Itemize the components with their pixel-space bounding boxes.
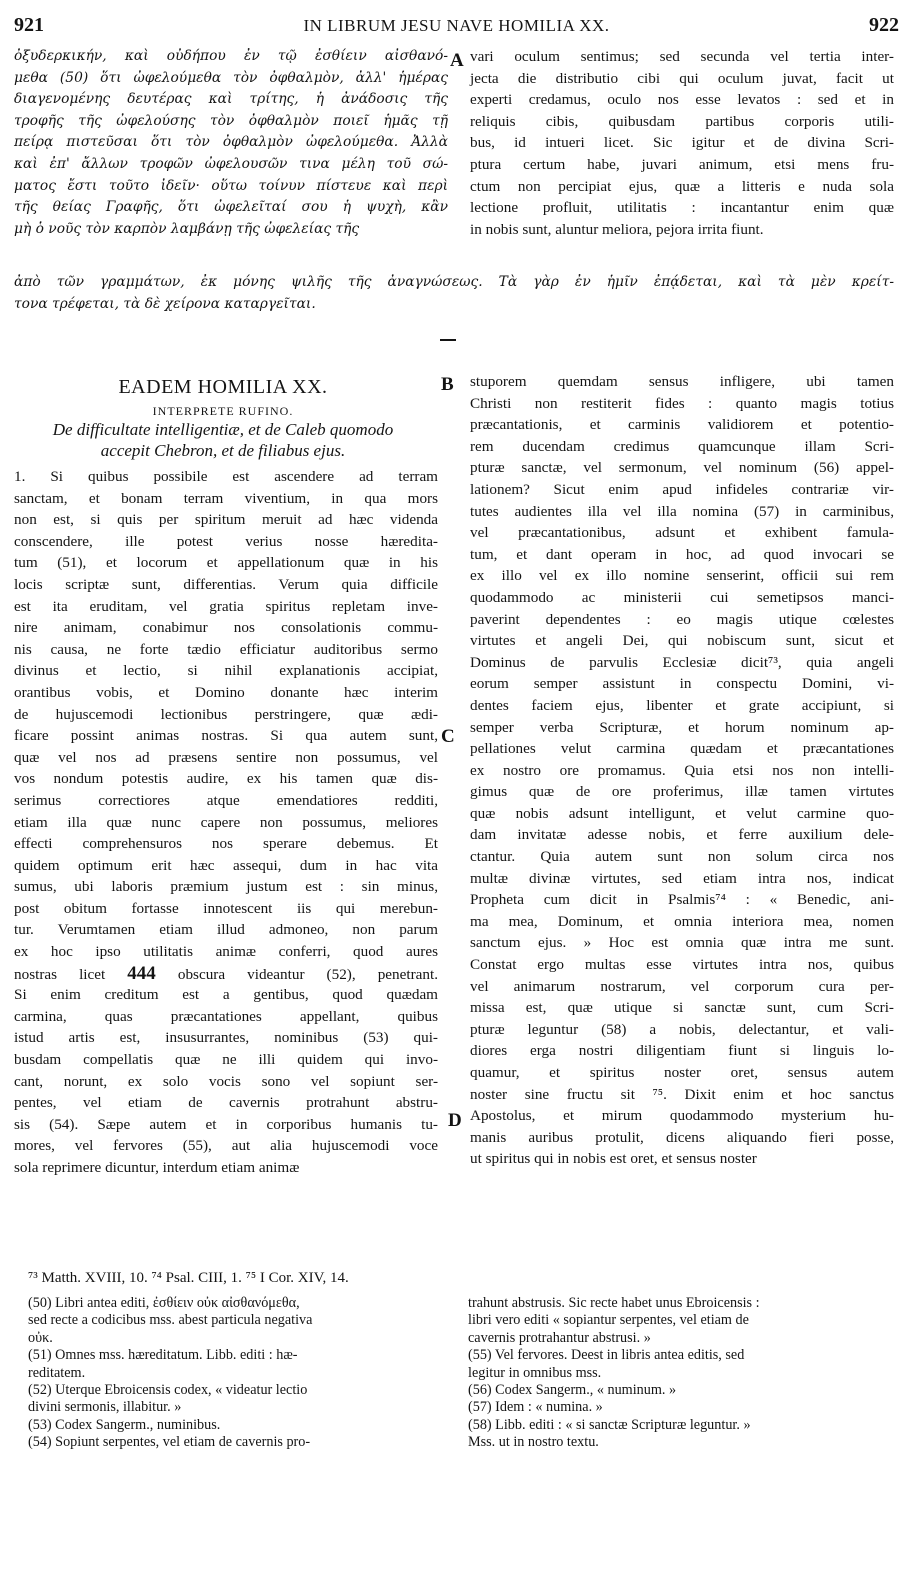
body-line: noster sine fructu sit ⁷⁵. Dixit enim et hoc sanctus [470, 1085, 894, 1103]
latin-line: ptura certum habe, juvari animum, etsi mens fru- [470, 155, 894, 173]
body-line: multæ divinæ virtutes, sed etiam intra nos, indicat [470, 869, 894, 887]
footnote-line: (50) Libri antea editi, ἐσθίειν οὐκ αἰσθανόμεθα, [28, 1295, 300, 1311]
subtitle-line: De difficultate intelligentiæ, et de Caleb quomodo [52, 420, 394, 439]
body-line: vos nondum potestis audire, ex his tamen quæ dis- [14, 770, 438, 788]
footnote-line: reditatem. [28, 1364, 86, 1381]
body-line: 1. Si quibus possibile est ascendere ad terram [14, 468, 438, 485]
body-line: sumus, ubi laboris præmium justum est : sin minus, [14, 878, 438, 896]
body-line: nostras licet 444 obscura videantur (52), penetrant. [14, 962, 439, 984]
body-line: gimus quæ de ore proferimus, illæ tamen virtutes [470, 783, 894, 801]
section-subtitle [14, 419, 432, 461]
body-line: busdam compellatis quæ ne illi quidem qui invo- [14, 1051, 438, 1069]
body-line: orantibus vobis, et Domino donante hæc interim [14, 683, 438, 701]
body-line: ctantur. Quia autem sunt non solum circa nos [470, 848, 894, 866]
latin-line: experti credamus, oculo nos esse levatos : sed et in [470, 91, 894, 109]
footnote-line: (57) Idem : « numina. » [468, 1399, 603, 1416]
body-line: tum (51), et locorum et appellationum quæ in his [14, 554, 438, 572]
footnote-line: (58) Libb. editi : « si sanctæ Scripturæ leguntur. » [468, 1416, 751, 1433]
footnote-line: trahunt abstrusis. Sic recte habet unus Ebroicensis : [468, 1295, 760, 1311]
page-header [14, 14, 899, 40]
footnote-line: libri vero editi « sopiantur serpentes, vel etiam de [468, 1312, 749, 1329]
body-line: pturæ sanctæ, vel sermonum, vel nominum (56) appel- [470, 459, 894, 477]
greek-line: μὴ ὁ νοῦς τὸν καρπὸν λαμβάνῃ τῆς ὠφελείας τῆς [14, 220, 360, 237]
body-line: stuporem quemdam sensus infligere, ubi tamen [470, 373, 894, 390]
section-divider [440, 339, 456, 341]
page-number-right: 922 [869, 14, 899, 36]
body-line: ex illo vel ex illo nomine senserint, officii sui rem [470, 567, 894, 585]
greek-line: τονα τρέφεται, τὰ δὲ χείρονα καταργεῖται. [14, 295, 316, 312]
body-line: nis causa, ne forte tædio efficiatur auditoribus sermo [14, 640, 438, 658]
footnotes-left-column [28, 1295, 438, 1452]
body-line: Constat ergo multas esse virtutes intra nos, quibus [470, 956, 894, 974]
footnotes-right-column [468, 1295, 896, 1452]
greek-line: διαγενομένης δευτέρας καὶ τρίτης, ἡ ἀνάδοσις τῆς [14, 91, 448, 108]
body-line: carmina, quas præcantationes appellant, quibus [14, 1007, 438, 1025]
body-line: diores erga nostri diligentiam fiunt si linguis lo- [470, 1042, 894, 1060]
greek-text-wide [14, 272, 894, 315]
body-line: Apostolus, et mirum quodammodo mysterium hu- [470, 1107, 894, 1125]
page-mark: 444 [127, 962, 156, 984]
margin-marker-c: C [441, 726, 455, 747]
latin-line: ctum non percipiat ejus, quæ a litteris e nuda sola [470, 177, 894, 195]
footnote-line: (55) Vel fervores. Deest in libris antea editis, sed [468, 1347, 745, 1364]
body-line: tutes audientes illa vel illa nomina (57) in carminibus, [470, 502, 894, 520]
greek-line: καὶ ἐπ' ἄλλων τροφῶν ὠφελουσῶν τινα μέλη τοῦ σώ- [14, 155, 448, 172]
footnote-line: (54) Sopiunt serpentes, vel etiam de cavernis pro- [28, 1434, 311, 1451]
body-line: sanctum ejus. » Hoc est omnia quæ intra me sunt. [470, 934, 894, 952]
greek-line: μεθα (50) ὅτι ὠφελούμεθα τὸν ὀφθαλμὸν, ἀλλ' ἡμέρας [14, 69, 448, 86]
greek-text-column [14, 46, 448, 240]
body-line: sola reprimere dicuntur, interdum etiam animæ [14, 1159, 300, 1176]
running-title: IN LIBRUM JESU NAVE HOMILIA XX. [303, 16, 610, 35]
body-line: Christi non restiterit fides : quanto magis totius [470, 394, 894, 412]
body-line: Dominus de parvulis Ecclesiæ dicit⁷³, quia angeli [470, 653, 894, 671]
greek-line: πείρᾳ πιστεῦσαι ὅτι τὸν ὀφθαλμὸν ὠφελούμεθα. Ἀλλὰ [14, 134, 448, 151]
body-line: rem ducendam credimus quamcunque illam Scri- [470, 437, 894, 455]
body-line: ex nostro ore promamus. Quia etsi nos non intelli- [470, 761, 894, 779]
body-line: missa est, quæ utique si sanctæ sunt, cum Scri- [470, 999, 894, 1017]
body-line: etiam illa quæ nunc capere non possumus, meliores [14, 813, 438, 831]
footnote-line: οὐκ. [28, 1329, 53, 1346]
body-line: quæ nobis adsunt intelligunt, et velut carmine quo- [470, 804, 894, 822]
footnote-line: Mss. ut in nostro textu. [468, 1434, 599, 1451]
body-line: pturæ leguntur (58) a nobis, delectantur, et vali- [470, 1020, 894, 1038]
body-line: virtutes et angeli Dei, qui nobiscum sunt, sicut et [470, 632, 894, 650]
footnote-line: (52) Uterque Ebroicensis codex, « videatur lectio [28, 1381, 308, 1398]
body-line: nire animam, conabimur nos consolationis commu- [14, 619, 438, 637]
latin-line: reliquis cibis, quibusdam partibus corporis utili- [470, 112, 894, 130]
body-line: quæ vel nos ad præsens sentire non possumus, vel [14, 748, 438, 766]
body-line: istud artis est, insusurrantes, nominibus (53) qui- [14, 1029, 438, 1047]
body-line: Si enim creditum est a gentibus, quod quædam [14, 986, 438, 1004]
greek-line: ματος ἔστι τοῦτο ἰδεῖν· οὕτω τοίνυν πίστευε καὶ περὶ [14, 177, 448, 194]
body-line: de hujuscemodi lectionibus perstringere, quæ ædi- [14, 705, 438, 723]
footnote-line: (53) Codex Sangerm., numinibus. [28, 1416, 221, 1433]
greek-line: τῆς θείας Γραφῆς, ὅτι ὠφελεῖταί σου ἡ ψυχὴ, κἂν [14, 199, 448, 216]
body-line: vel animarum nostrarum, vel corporum cura per- [470, 977, 894, 995]
body-line: quodammodo ac ministerii cui semetipsos manci- [470, 588, 894, 606]
scripture-references: ⁷³ Matth. XVIII, 10. ⁷⁴ Psal. CIII, 1. ⁷⁵ I Cor. XIV, 14. [28, 1270, 349, 1286]
body-line: præcantationis, et carminis validiorem et potentio- [470, 416, 894, 434]
body-line: pellationes velut carmina quædam et præcantationes [470, 740, 894, 758]
latin-translation-column [470, 46, 894, 240]
greek-line: ἀπὸ τῶν γραμμάτων, ἐκ μόνης ψιλῆς τῆς ἀναγνώσεως. Τὰ γὰρ ἐν ἡμῖν ἐπᾴδεται, καὶ τὰ μὲν κρείτ- [14, 274, 894, 290]
page-number-left: 921 [14, 14, 44, 36]
body-line: dentes faciem ejus, libenter et grate accipiunt, si [470, 696, 894, 714]
latin-line: bus, id intueri licet. Sic igitur et de divina Scri- [470, 134, 894, 152]
subtitle-line: accepit Chebron, et de filiabus ejus. [100, 441, 346, 460]
body-line: dam invitatæ adesse nobis, et ferre auxilium dele- [470, 826, 894, 844]
body-text-right-column [470, 371, 894, 1170]
footnote-line: (51) Omnes mss. hæreditatum. Libb. editi : hæ- [28, 1347, 298, 1364]
body-line: lationem? Sicut enim apud infideles contrariæ vir- [470, 480, 894, 498]
body-line: sanctam, et bonam terram viventium, in qua mors [14, 489, 438, 507]
body-line: manis auribus protulit, dicens aliquando fieri posse, [470, 1128, 894, 1146]
footnote-line: cavernis protrahantur abstrusi. » [468, 1329, 651, 1346]
body-line: mores, vel fervores (55), aut alia hujuscemodi voce [14, 1137, 438, 1155]
latin-line: in nobis sunt, aluntur meliora, pejora irrita fiunt. [470, 220, 764, 238]
greek-line: ὀξυδερκικήν, καὶ οὐδήπου ἐν τῷ ἐσθίειν αἰσθανό- [14, 48, 448, 64]
body-line: semper verba Scripturæ, et horum nominum ap- [470, 718, 894, 736]
footnote-line: (56) Codex Sangerm., « numinum. » [468, 1381, 677, 1398]
footnote-line: divini sermonis, illabitur. » [28, 1399, 182, 1416]
margin-marker-b: B [441, 374, 454, 395]
body-line: non est, si quis per spiritum meruit ad hæc videnda [14, 511, 438, 529]
latin-line: jecta die distributio cibi qui oculum juvat, facit ut [470, 69, 894, 87]
body-line: conscendere, ille potest verius nosse hæredita- [14, 532, 438, 550]
body-line: divinus et lectio, si nihil explanationis accipiat, [14, 662, 438, 680]
body-line: cant, norunt, ex solo vocis sono vel sopiunt ser- [14, 1072, 438, 1090]
body-line: quamur, et spiritus noster oret, sensus autem [470, 1064, 894, 1081]
greek-line: τροφῆς τῆς ὠφελούσης τὸν ὀφθαλμὸν ποιεῖ ἡμᾶς τῇ [14, 112, 448, 129]
body-line: paverint dependentes : eo magis utique cœlestes [470, 610, 894, 628]
body-line: ex hoc ipso utilitatis animæ conferri, quod aures [14, 943, 438, 961]
margin-marker-a: A [450, 50, 464, 71]
body-line: eorum semper assistunt in conspectu Domini, vi- [470, 675, 894, 693]
body-line: est ita eruditam, vel gratia spiritus repletam inve- [14, 597, 438, 615]
body-line: ut spiritus qui in nobis est oret, et sensus noster [470, 1150, 757, 1168]
section-interpreter: INTERPRETE RUFINO. [152, 404, 294, 418]
body-line: sis (54). Sæpe autem et in corporibus humanis tu- [14, 1115, 438, 1133]
body-line: effecti comprehensuros nos sperare debemus. Et [14, 835, 438, 853]
body-line: tur. Verumtamen etiam illud admoneo, non parum [14, 921, 438, 939]
body-line: quidem optimum erit hæc assequi, dum in hac vita [14, 856, 438, 874]
footnote-line: sed recte a codicibus mss. abest particula negativa [28, 1312, 313, 1329]
latin-line: vari oculum sentimus; sed secunda vel tertia inter- [470, 48, 894, 65]
body-line: locis scriptæ sunt, differentias. Verum quia difficile [14, 575, 438, 593]
margin-marker-d: D [448, 1110, 462, 1131]
body-line: Propheta cum dicit in Psalmis⁷⁴ : « Benedic, ani- [470, 891, 894, 909]
body-line: ficare possint animas nostras. Si qua autem sunt, [14, 727, 438, 745]
body-text-left-column [14, 466, 438, 1179]
section-title: EADEM HOMILIA XX. [118, 376, 328, 398]
body-line: tum, et dant operam in hoc, ad quod invocari se [470, 545, 894, 563]
body-line: serimus correctiores atque emendatiores redditi, [14, 791, 438, 809]
body-line: ma mea, Dominum, et omnia interiora mea, nomen [470, 912, 894, 930]
footnote-line: legitur in omnibus mss. [468, 1364, 602, 1381]
body-line: pentes, vel etiam de cavernis protrahunt abstru- [14, 1094, 438, 1112]
body-line: post obitum fortasse innotescent iis qui merebun- [14, 899, 438, 917]
body-line: vel præcantationibus, adsunt et exhibent famula- [470, 524, 894, 542]
latin-line: lectione profluit, utilitatis : incantantur enim quæ [470, 199, 894, 217]
